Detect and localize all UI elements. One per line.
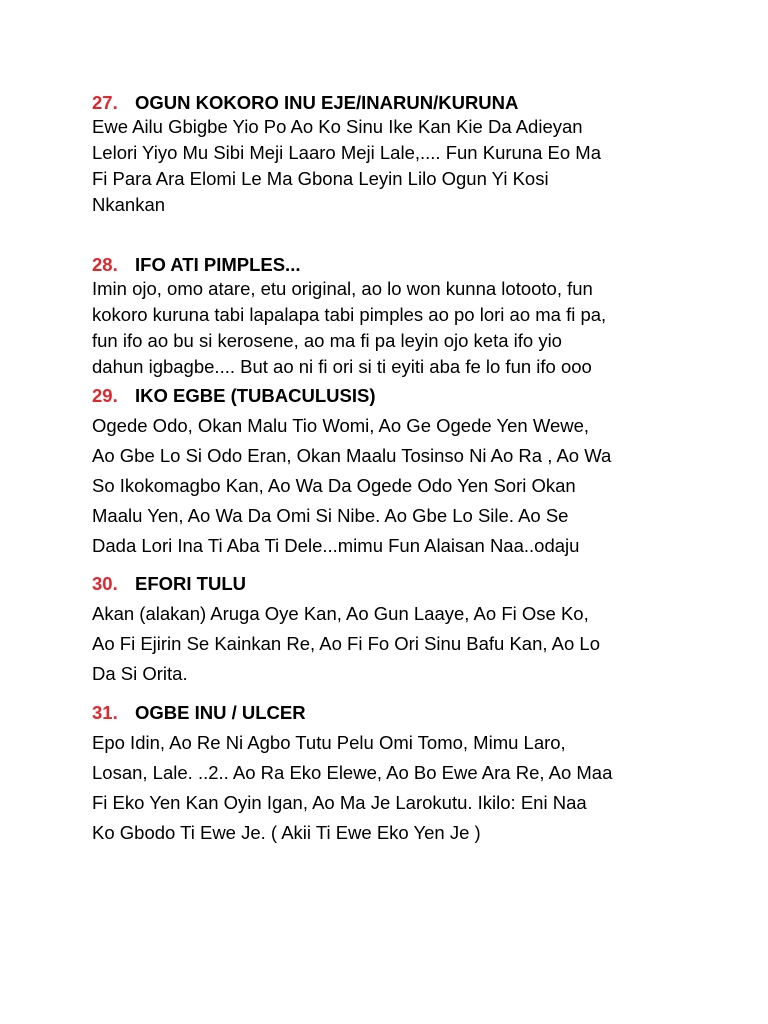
section-number: 27. — [92, 92, 118, 113]
body-line: Ko Gbodo Ti Ewe Je. ( Akii Ti Ewe Eko Yen Je ) — [92, 822, 481, 843]
body-line: Epo Idin, Ao Re Ni Agbo Tutu Pelu Omi Tomo, Mimu Laro, — [92, 732, 566, 753]
section-title: EFORI TULU — [135, 573, 246, 594]
body-line: Lelori Yiyo Mu Sibi Meji Laaro Meji Lale,.... Fun Kuruna Eo Ma — [92, 142, 601, 163]
section-number: 30. — [92, 573, 118, 594]
section-28 — [92, 254, 712, 380]
body-line: Losan, Lale. ..2.. Ao Ra Eko Elewe, Ao Bo Ewe Ara Re, Ao Maa — [92, 762, 613, 783]
section-heading — [92, 385, 712, 407]
body-line: Imin ojo, omo atare, etu original, ao lo won kunna lotooto, fun — [92, 278, 593, 299]
body-line: Ewe Ailu Gbigbe Yio Po Ao Ko Sinu Ike Kan Kie Da Adieyan — [92, 116, 583, 137]
section-heading — [92, 92, 712, 114]
section-heading — [92, 254, 712, 276]
body-line: Dada Lori Ina Ti Aba Ti Dele...mimu Fun Alaisan Naa..odaju — [92, 535, 580, 556]
section-30 — [92, 573, 712, 689]
body-line: Maalu Yen, Ao Wa Da Omi Si Nibe. Ao Gbe Lo Sile. Ao Se — [92, 505, 569, 526]
section-heading — [92, 573, 712, 595]
body-line: Fi Para Ara Elomi Le Ma Gbona Leyin Lilo Ogun Yi Kosi — [92, 168, 549, 189]
section-number: 29. — [92, 385, 118, 406]
body-line: dahun igbagbe.... But ao ni fi ori si ti eyiti aba fe lo fun ifo ooo — [92, 356, 592, 377]
body-line: Fi Eko Yen Kan Oyin Igan, Ao Ma Je Larokutu. Ikilo: Eni Naa — [92, 792, 587, 813]
section-number: 31. — [92, 702, 118, 723]
section-title: IFO ATI PIMPLES... — [135, 254, 301, 275]
section-title: IKO EGBE (TUBACULUSIS) — [135, 385, 376, 406]
body-line: Akan (alakan) Aruga Oye Kan, Ao Gun Laaye, Ao Fi Ose Ko, — [92, 603, 589, 624]
section-title: OGBE INU / ULCER — [135, 702, 306, 723]
section-31 — [92, 702, 712, 848]
section-27 — [92, 92, 712, 218]
section-number: 28. — [92, 254, 118, 275]
body-line: Nkankan — [92, 194, 166, 215]
body-line: Da Si Orita. — [92, 663, 188, 684]
section-heading — [92, 702, 712, 724]
section-29 — [92, 385, 712, 561]
body-line: Ao Gbe Lo Si Odo Eran, Okan Maalu Tosinso Ni Ao Ra , Ao Wa — [92, 445, 612, 466]
section-title: OGUN KOKORO INU EJE/INARUN/KURUNA — [135, 92, 519, 113]
body-line: Ao Fi Ejirin Se Kainkan Re, Ao Fi Fo Ori Sinu Bafu Kan, Ao Lo — [92, 633, 600, 654]
body-line: kokoro kuruna tabi lapalapa tabi pimples ao po lori ao ma fi pa, — [92, 304, 607, 325]
body-line: So Ikokomagbo Kan, Ao Wa Da Ogede Odo Yen Sori Okan — [92, 475, 576, 496]
body-line: fun ifo ao bu si kerosene, ao ma fi pa leyin ojo keta ifo yio — [92, 330, 562, 351]
body-line: Ogede Odo, Okan Malu Tio Womi, Ao Ge Ogede Yen Wewe, — [92, 415, 590, 436]
